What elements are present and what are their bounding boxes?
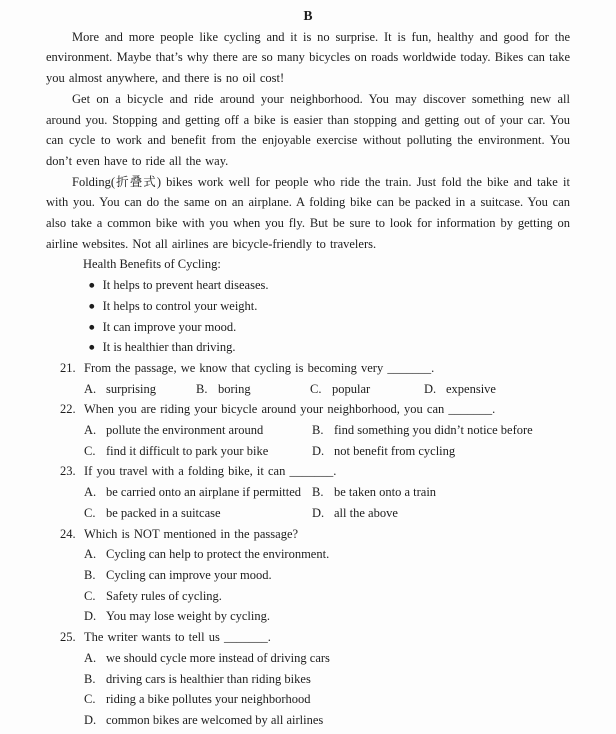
option-c bbox=[310, 379, 424, 400]
question-number: 25. bbox=[60, 630, 76, 645]
question-text: If you travel with a folding bike, it can _______. bbox=[84, 464, 337, 479]
option-label: D. bbox=[84, 609, 97, 624]
question-line bbox=[46, 461, 570, 482]
benefit-text: It helps to prevent heart diseases. bbox=[102, 278, 269, 293]
question-23 bbox=[46, 461, 570, 523]
option-label: D. bbox=[312, 443, 325, 458]
option-a bbox=[84, 379, 196, 400]
option-label: A. bbox=[84, 381, 97, 396]
option-text: You may lose weight by cycling. bbox=[106, 609, 270, 624]
option-label: B. bbox=[312, 485, 324, 500]
option-text: Cycling can help to protect the environment. bbox=[106, 547, 330, 562]
option-b bbox=[84, 669, 570, 690]
option-text: be packed in a suitcase bbox=[106, 505, 221, 520]
option-text: not benefit from cycling bbox=[334, 443, 456, 458]
option-c bbox=[84, 441, 312, 462]
section-label: B bbox=[303, 8, 313, 23]
options-list bbox=[84, 648, 570, 731]
option-b bbox=[196, 379, 310, 400]
list-item bbox=[88, 337, 570, 358]
question-number: 24. bbox=[60, 526, 76, 541]
bullet-icon: ● bbox=[88, 299, 96, 313]
question-line bbox=[46, 524, 570, 545]
question-24 bbox=[46, 524, 570, 628]
option-c bbox=[84, 503, 312, 524]
question-text: Which is NOT mentioned in the passage? bbox=[84, 526, 299, 541]
option-label: C. bbox=[310, 381, 322, 396]
option-d bbox=[424, 379, 570, 400]
question-line bbox=[46, 358, 570, 379]
question-line bbox=[46, 399, 570, 420]
question-number: 22. bbox=[60, 402, 76, 417]
bullet-icon: ● bbox=[88, 340, 96, 354]
option-label: B. bbox=[84, 671, 96, 686]
option-b bbox=[84, 565, 570, 586]
list-item bbox=[88, 296, 570, 317]
bullet-icon: ● bbox=[88, 320, 96, 333]
option-label: C. bbox=[84, 692, 96, 707]
option-label: C. bbox=[84, 588, 96, 603]
question-text: When you are riding your bicycle around your neighborhood, you can _______. bbox=[84, 402, 496, 417]
option-b bbox=[312, 420, 570, 441]
option-text: driving cars is healthier than riding bikes bbox=[106, 671, 311, 686]
question-text: From the passage, we know that cycling is becoming very _______. bbox=[84, 360, 435, 375]
benefit-text: It can improve your mood. bbox=[102, 319, 237, 334]
option-text: find something you didn’t notice before bbox=[334, 423, 533, 438]
option-text: find it difficult to park your bike bbox=[106, 443, 269, 458]
option-d bbox=[312, 441, 570, 462]
option-text: Cycling can improve your mood. bbox=[106, 567, 272, 582]
question-number: 23. bbox=[60, 464, 76, 479]
question-line bbox=[46, 627, 570, 648]
benefit-text: It is healthier than driving. bbox=[102, 340, 236, 355]
option-text: be taken onto a train bbox=[334, 485, 437, 500]
option-text: Safety rules of cycling. bbox=[106, 588, 222, 603]
passage-paragraph-1: More and more people like cycling and it is no surprise. It is fun, healthy and good for the environment. Maybe that’s why there are so many bicycles on roads worldwide today. Bikes can take you almost anywhere, and there is no oil cost! bbox=[46, 29, 570, 86]
question-number: 21. bbox=[60, 360, 76, 375]
options-grid bbox=[84, 420, 570, 461]
option-text: riding a bike pollutes your neighborhood bbox=[106, 692, 311, 707]
option-label: A. bbox=[84, 547, 97, 562]
option-a bbox=[84, 482, 312, 503]
question-text: The writer wants to tell us _______. bbox=[84, 630, 271, 645]
passage-paragraph-2: Get on a bicycle and ride around your neighborhood. You may discover something new all around you. Stopping and getting off a bike is easier than stopping and getting out of your car. You can cycle to work and benefit from the enjoyable exercise without polluting the environment. You don’t even have to ride all the way. bbox=[46, 91, 570, 168]
option-label: D. bbox=[84, 712, 97, 727]
option-d bbox=[84, 606, 570, 627]
option-label: B. bbox=[196, 381, 208, 396]
option-label: D. bbox=[424, 381, 437, 396]
option-text: be carried onto an airplane if permitted bbox=[106, 485, 302, 500]
option-label: B. bbox=[312, 423, 324, 438]
benefits-heading: Health Benefits of Cycling: bbox=[83, 257, 221, 272]
option-a bbox=[84, 544, 570, 565]
option-b bbox=[312, 482, 570, 503]
question-22 bbox=[46, 399, 570, 461]
option-text: popular bbox=[332, 381, 371, 396]
option-text: boring bbox=[218, 381, 251, 396]
option-a bbox=[84, 420, 312, 441]
option-text: we should cycle more instead of driving cars bbox=[106, 650, 330, 665]
option-text: expensive bbox=[446, 381, 496, 396]
benefits-list bbox=[46, 275, 570, 358]
options-row bbox=[84, 379, 570, 400]
option-c bbox=[84, 586, 570, 607]
option-text: common bikes are welcomed by all airlines bbox=[106, 712, 324, 727]
options-list bbox=[84, 544, 570, 627]
option-label: A. bbox=[84, 485, 97, 500]
question-25 bbox=[46, 627, 570, 731]
option-text: surprising bbox=[106, 381, 156, 396]
option-label: C. bbox=[84, 443, 96, 458]
option-d bbox=[84, 710, 570, 731]
option-text: pollute the environment around bbox=[106, 423, 264, 438]
option-label: B. bbox=[84, 567, 96, 582]
option-label: A. bbox=[84, 650, 97, 665]
question-21 bbox=[46, 358, 570, 399]
list-item bbox=[88, 275, 570, 296]
bullet-icon: ● bbox=[88, 278, 96, 292]
option-label: A. bbox=[84, 423, 97, 438]
benefit-text: It helps to control your weight. bbox=[102, 298, 258, 313]
option-text: all the above bbox=[334, 505, 398, 520]
option-label: C. bbox=[84, 505, 96, 520]
option-c bbox=[84, 689, 570, 710]
option-label: D. bbox=[312, 505, 325, 520]
list-item bbox=[88, 317, 570, 338]
option-a bbox=[84, 648, 570, 669]
passage-paragraph-3: Folding(折叠式) bikes work well for people who ride the train. Just fold the bike and take it with you. You can do the same on an airplane. A folding bike can be packed in a suitcase. You can also take a common bike with you when you fly. But be sure to look for information by getting on airline websites. Not all airlines are bicycle-friendly to travelers. bbox=[46, 174, 570, 251]
option-d bbox=[312, 503, 570, 524]
options-grid bbox=[84, 482, 570, 523]
